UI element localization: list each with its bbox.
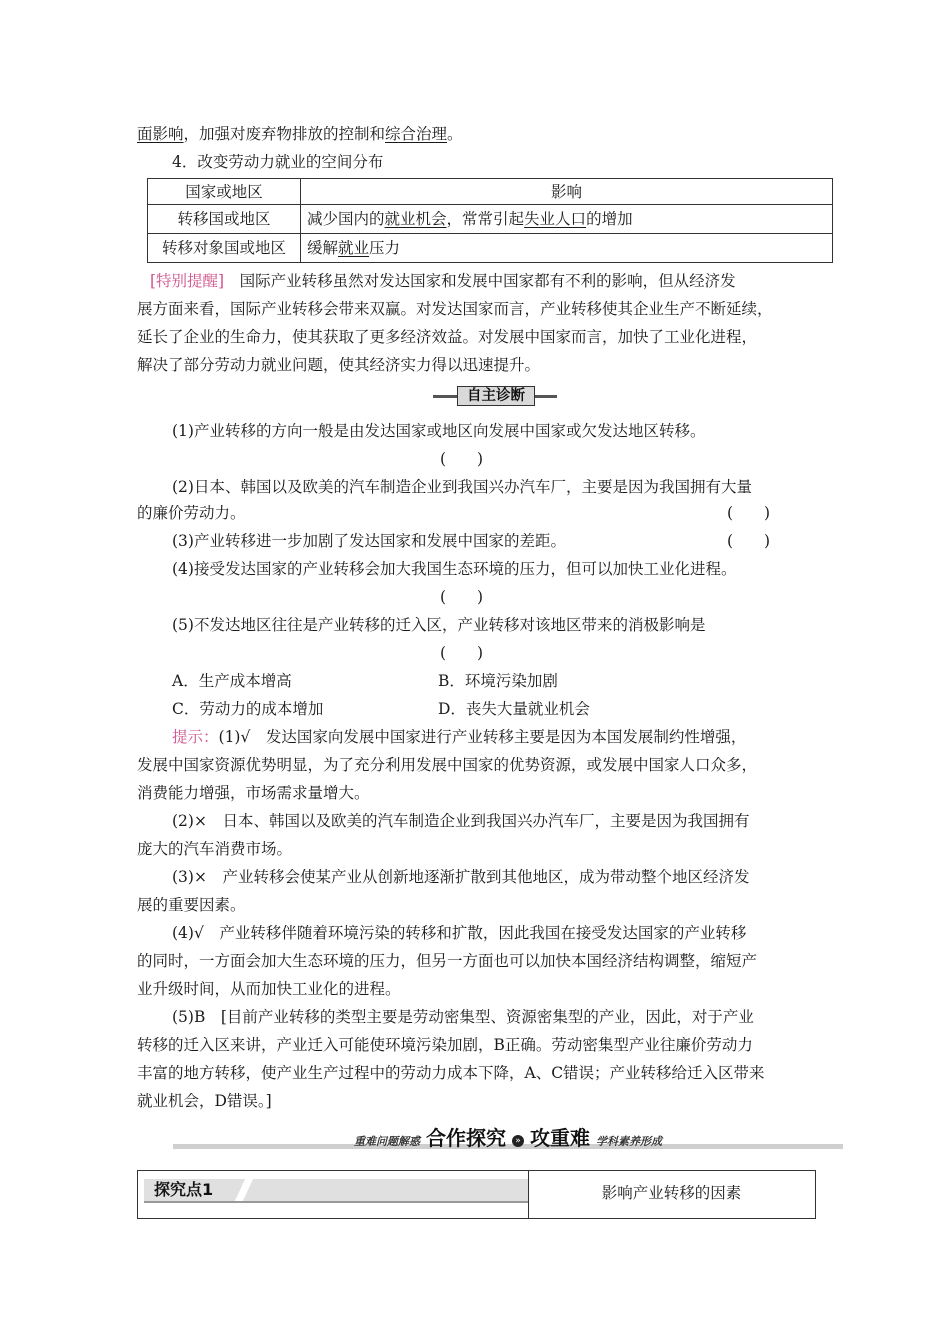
tag-slant	[235, 1179, 253, 1201]
question-4: (4)接受发达国家的产业转移会加大我国生态环境的压力，但可以加快工业化进程。	[172, 560, 737, 578]
table-header: 国家或地区	[148, 179, 301, 205]
answer-paren: ( )	[727, 504, 771, 522]
answer-line: (5)B [目前产业转移的类型主要是劳动密集型、资源密集型的产业，因此，对于产业	[172, 1008, 754, 1026]
answer-line: 丰富的地方转移，使产业生产过程中的劳动力成本下降，A、C错误；产业转移给迁入区带来	[137, 1064, 765, 1082]
hint-label: 提示：	[172, 728, 219, 746]
option-b: B．环境污染加剧	[438, 672, 558, 690]
self-diagnosis-title: 自主诊断	[457, 386, 535, 406]
underlined-term: 面影响	[137, 125, 184, 143]
text-line: 面影响，加强对废弃物排放的控制和综合治理。	[137, 125, 463, 143]
employment-table	[147, 178, 833, 263]
header-bar	[535, 395, 557, 398]
answer-line: (4)√ 产业转移伴随着环境污染的转移和扩散，因此我国在接受发达国家的产业转移	[172, 924, 747, 942]
self-diagnosis-header	[433, 386, 557, 406]
tip-line: [特别提醒] 国际产业转移虽然对发达国家和发展中国家都有不利的影响，但从经济发	[150, 272, 736, 290]
explore-tag-cell	[138, 1171, 529, 1218]
option-a: A．生产成本增高	[172, 672, 292, 690]
answer-line: (2)× 日本、韩国以及欧美的汽车制造企业到我国兴办汽车厂，主要是因为我国拥有	[172, 812, 750, 830]
tip-line: 解决了部分劳动力就业问题，使其经济实力得以迅速提升。	[137, 356, 541, 374]
explore-title: 影响产业转移的因素	[601, 1184, 742, 1202]
tip-label: [特别提醒]	[150, 272, 225, 290]
question-5: (5)不发达地区往往是产业转移的迁入区，产业转移对该地区带来的消极影响是	[172, 616, 706, 634]
answer-line: (3)× 产业转移会使某产业从创新地逐渐扩散到其他地区，成为带动整个地区经济发	[172, 868, 750, 886]
table-row	[148, 234, 833, 263]
table-header: 影响	[301, 179, 833, 205]
table-cell: 转移对象国或地区	[148, 234, 301, 263]
table-cell: 转移国或地区	[148, 205, 301, 234]
option-d: D．丧失大量就业机会	[438, 700, 590, 718]
answer-line: 消费能力增强，市场需求量增大。	[137, 784, 370, 802]
header-bar	[433, 395, 457, 398]
question-2-cont: 的廉价劳动力。	[137, 504, 246, 522]
table-cell: 减少国内的就业机会，常常引起失业人口的增加	[301, 205, 833, 234]
answer-line: 发展中国家资源优势明显，为了充分利用发展中国家的优势资源，或发展中国家人口众多，	[137, 756, 758, 774]
tip-line: 延长了企业的生命力，使其获取了更多经济效益。对发展中国家而言，加快了工业化进程，	[137, 328, 758, 346]
question-1: (1)产业转移的方向一般是由发达国家或地区向发展中国家或欠发达地区转移。	[172, 422, 706, 440]
section-banner	[173, 1122, 843, 1150]
answer-line: 的同时，一方面会加大生态环境的压力，但另一方面也可以加快本国经济结构调整，缩短产	[137, 952, 758, 970]
answer-line: 庞大的汽车消费市场。	[137, 840, 293, 858]
tip-line: 展方面来看，国际产业转移会带来双赢。对发达国家而言，产业转移使其企业生产不断延续，	[137, 300, 773, 318]
table-header-row	[148, 179, 833, 205]
answer-paren: ( )	[440, 644, 484, 662]
answer-line: 提示：(1)√ 发达国家向发展中国家进行产业转移主要是因为本国发展制约性增强，	[172, 728, 747, 746]
answer-line: 展的重要因素。	[137, 896, 246, 914]
banner-text: 重难问题解惑 合作探究 » 攻重难 学科素养形成	[354, 1126, 662, 1150]
answer-paren: ( )	[440, 450, 484, 468]
answer-paren: ( )	[727, 532, 771, 550]
underlined-term: 综合治理	[385, 125, 448, 143]
answer-paren: ( )	[440, 588, 484, 606]
section-heading: 4．改变劳动力就业的空间分布	[172, 153, 384, 171]
question-2: (2)日本、韩国以及欧美的汽车制造企业到我国兴办汽车厂，主要是因为我国拥有大量	[172, 478, 752, 496]
table-cell: 缓解就业压力	[301, 234, 833, 263]
explore-tag: 探究点1	[144, 1179, 528, 1203]
question-3: (3)产业转移进一步加剧了发达国家和发展中国家的差距。	[172, 532, 566, 550]
answer-line: 转移的迁入区来讲，产业迁入可能使环境污染加剧，B正确。劳动密集型产业往廉价劳动力	[137, 1036, 753, 1054]
table-row	[148, 205, 833, 234]
option-c: C．劳动力的成本增加	[172, 700, 324, 718]
arrow-icon: »	[512, 1135, 524, 1147]
answer-line: 业升级时间，从而加快工业化的进程。	[137, 980, 401, 998]
explore-point-box	[137, 1170, 816, 1219]
answer-line: 就业机会，D错误。]	[137, 1092, 272, 1110]
